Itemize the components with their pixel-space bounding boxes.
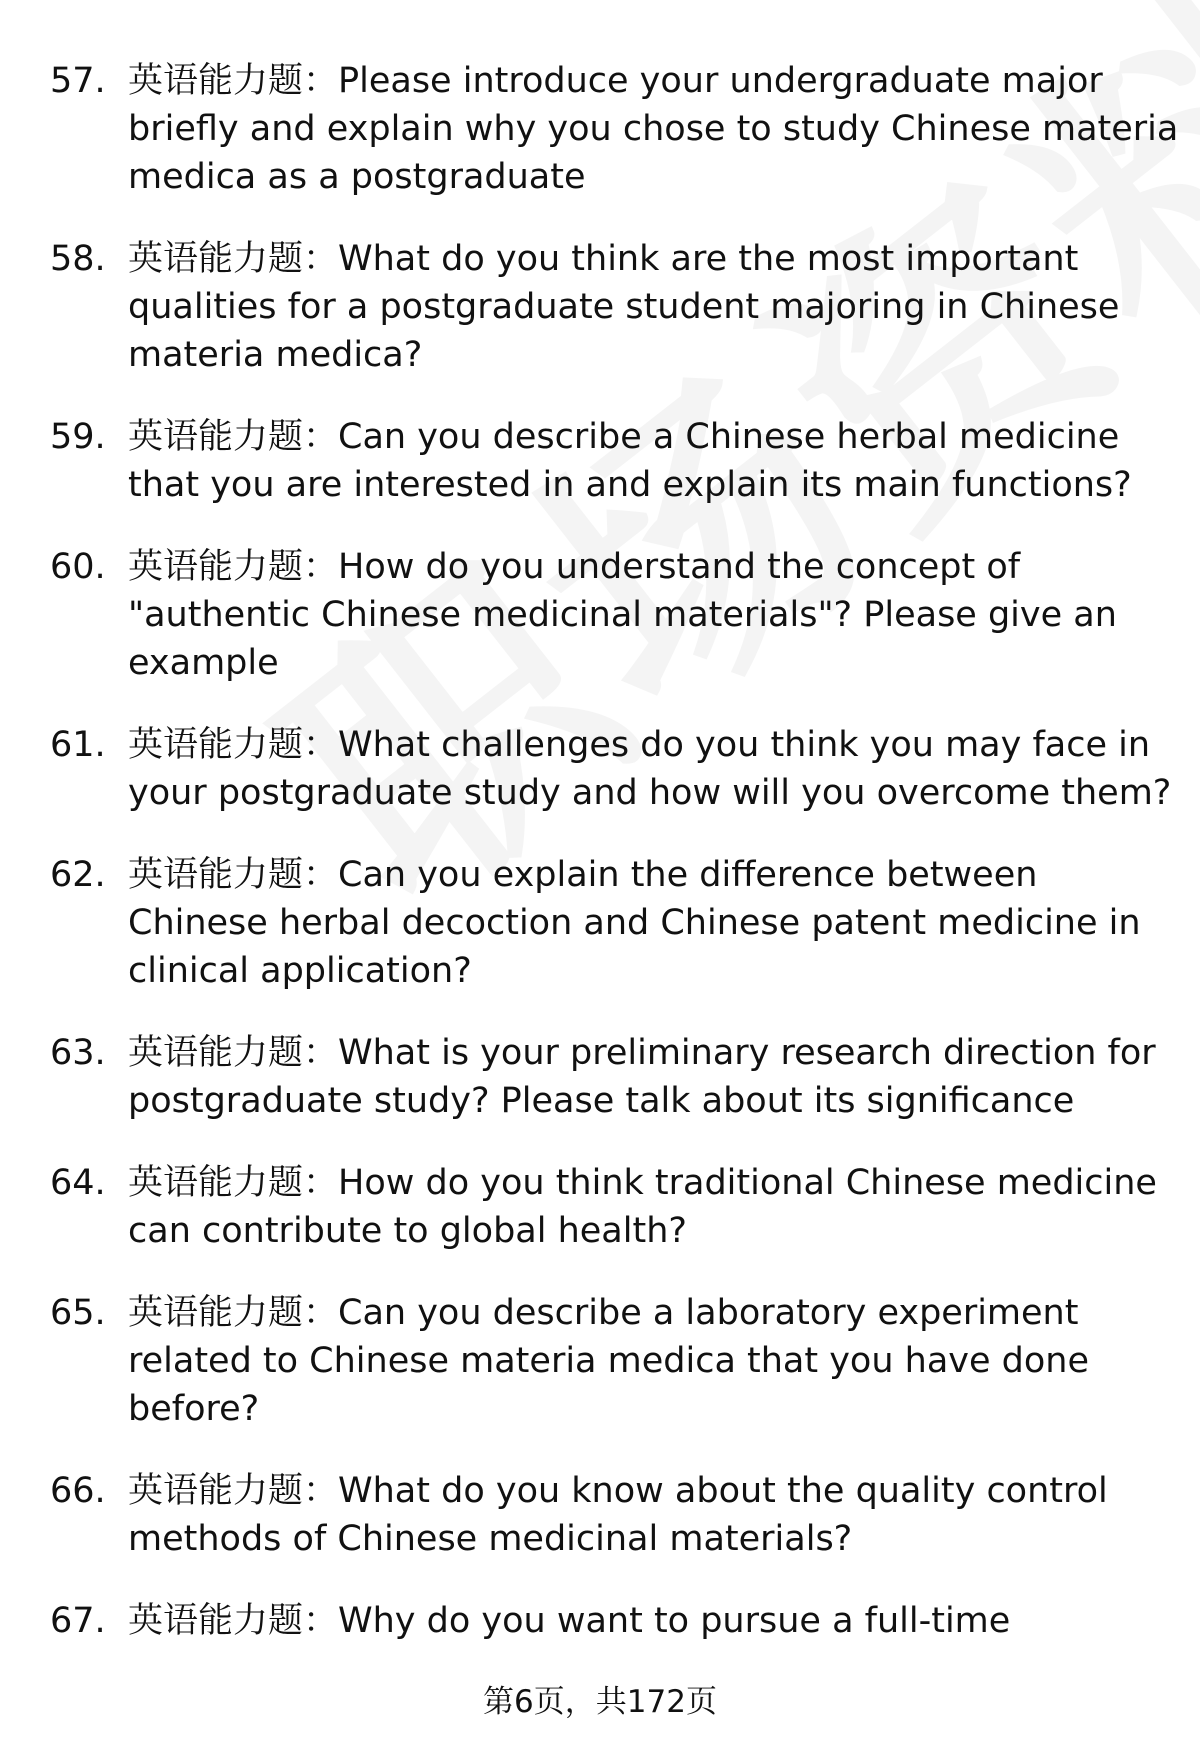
question-category: 英语能力题：: [128, 1163, 339, 1203]
question-item: [50, 413, 1180, 509]
question-category: 英语能力题：: [128, 239, 339, 279]
question-text: Can you describe a Chinese herbal medicine that you are interested in and explain its main functions?: [128, 417, 1132, 505]
question-item: [50, 851, 1180, 995]
question-category: 英语能力题：: [128, 855, 339, 895]
question-text: Please introduce your undergraduate major briefly and explain why you chose to study Chinese materia medica as a postgraduate: [128, 61, 1179, 197]
question-number: 57.: [50, 61, 106, 101]
question-text: Can you explain the difference between Chinese herbal decoction and Chinese patent medicine in clinical application?: [128, 855, 1141, 991]
question-number: 64.: [50, 1163, 106, 1203]
question-item: [50, 57, 1180, 201]
question-item: [50, 1467, 1180, 1563]
question-text: What challenges do you think you may face in your postgraduate study and how will you overcome them?: [128, 725, 1172, 813]
question-category: 英语能力题：: [128, 547, 339, 587]
question-item: [50, 1159, 1180, 1255]
question-number: 65.: [50, 1293, 106, 1333]
question-text: Can you describe a laboratory experiment related to Chinese materia medica that you have done before?: [128, 1293, 1089, 1429]
question-number: 58.: [50, 239, 106, 279]
question-text: What do you think are the most important qualities for a postgraduate student majoring in Chinese materia medica?: [128, 239, 1120, 375]
question-text: What is your preliminary research direction for postgraduate study? Please talk about its significance: [128, 1033, 1156, 1121]
question-text: How do you think traditional Chinese medicine can contribute to global health?: [128, 1163, 1157, 1251]
question-item: [50, 721, 1180, 817]
question-category: 英语能力题：: [128, 1033, 339, 1073]
question-category: 英语能力题：: [128, 417, 339, 457]
question-item: [50, 235, 1180, 379]
question-number: 66.: [50, 1471, 106, 1511]
question-category: 英语能力题：: [128, 1601, 339, 1641]
question-number: 60.: [50, 547, 106, 587]
question-number: 63.: [50, 1033, 106, 1073]
question-text: How do you understand the concept of "authentic Chinese medicinal materials"? Please give an example: [128, 547, 1117, 683]
question-number: 62.: [50, 855, 106, 895]
question-item: [50, 1029, 1180, 1125]
question-category: 英语能力题：: [128, 725, 339, 765]
question-text: Why do you want to pursue a full-time: [338, 1601, 1011, 1641]
question-item: [50, 1597, 1180, 1645]
question-category: 英语能力题：: [128, 1293, 339, 1333]
question-item: [50, 543, 1180, 687]
question-number: 61.: [50, 725, 106, 765]
question-item: [50, 1289, 1180, 1433]
question-category: 英语能力题：: [128, 1471, 339, 1511]
question-category: 英语能力题：: [128, 61, 339, 101]
question-text: What do you know about the quality control methods of Chinese medicinal materials?: [128, 1471, 1108, 1559]
question-number: 59.: [50, 417, 106, 457]
page-number-footer: 第6页，共172页: [483, 1684, 717, 1720]
question-number: 67.: [50, 1601, 106, 1641]
question-list: [50, 57, 1180, 1645]
